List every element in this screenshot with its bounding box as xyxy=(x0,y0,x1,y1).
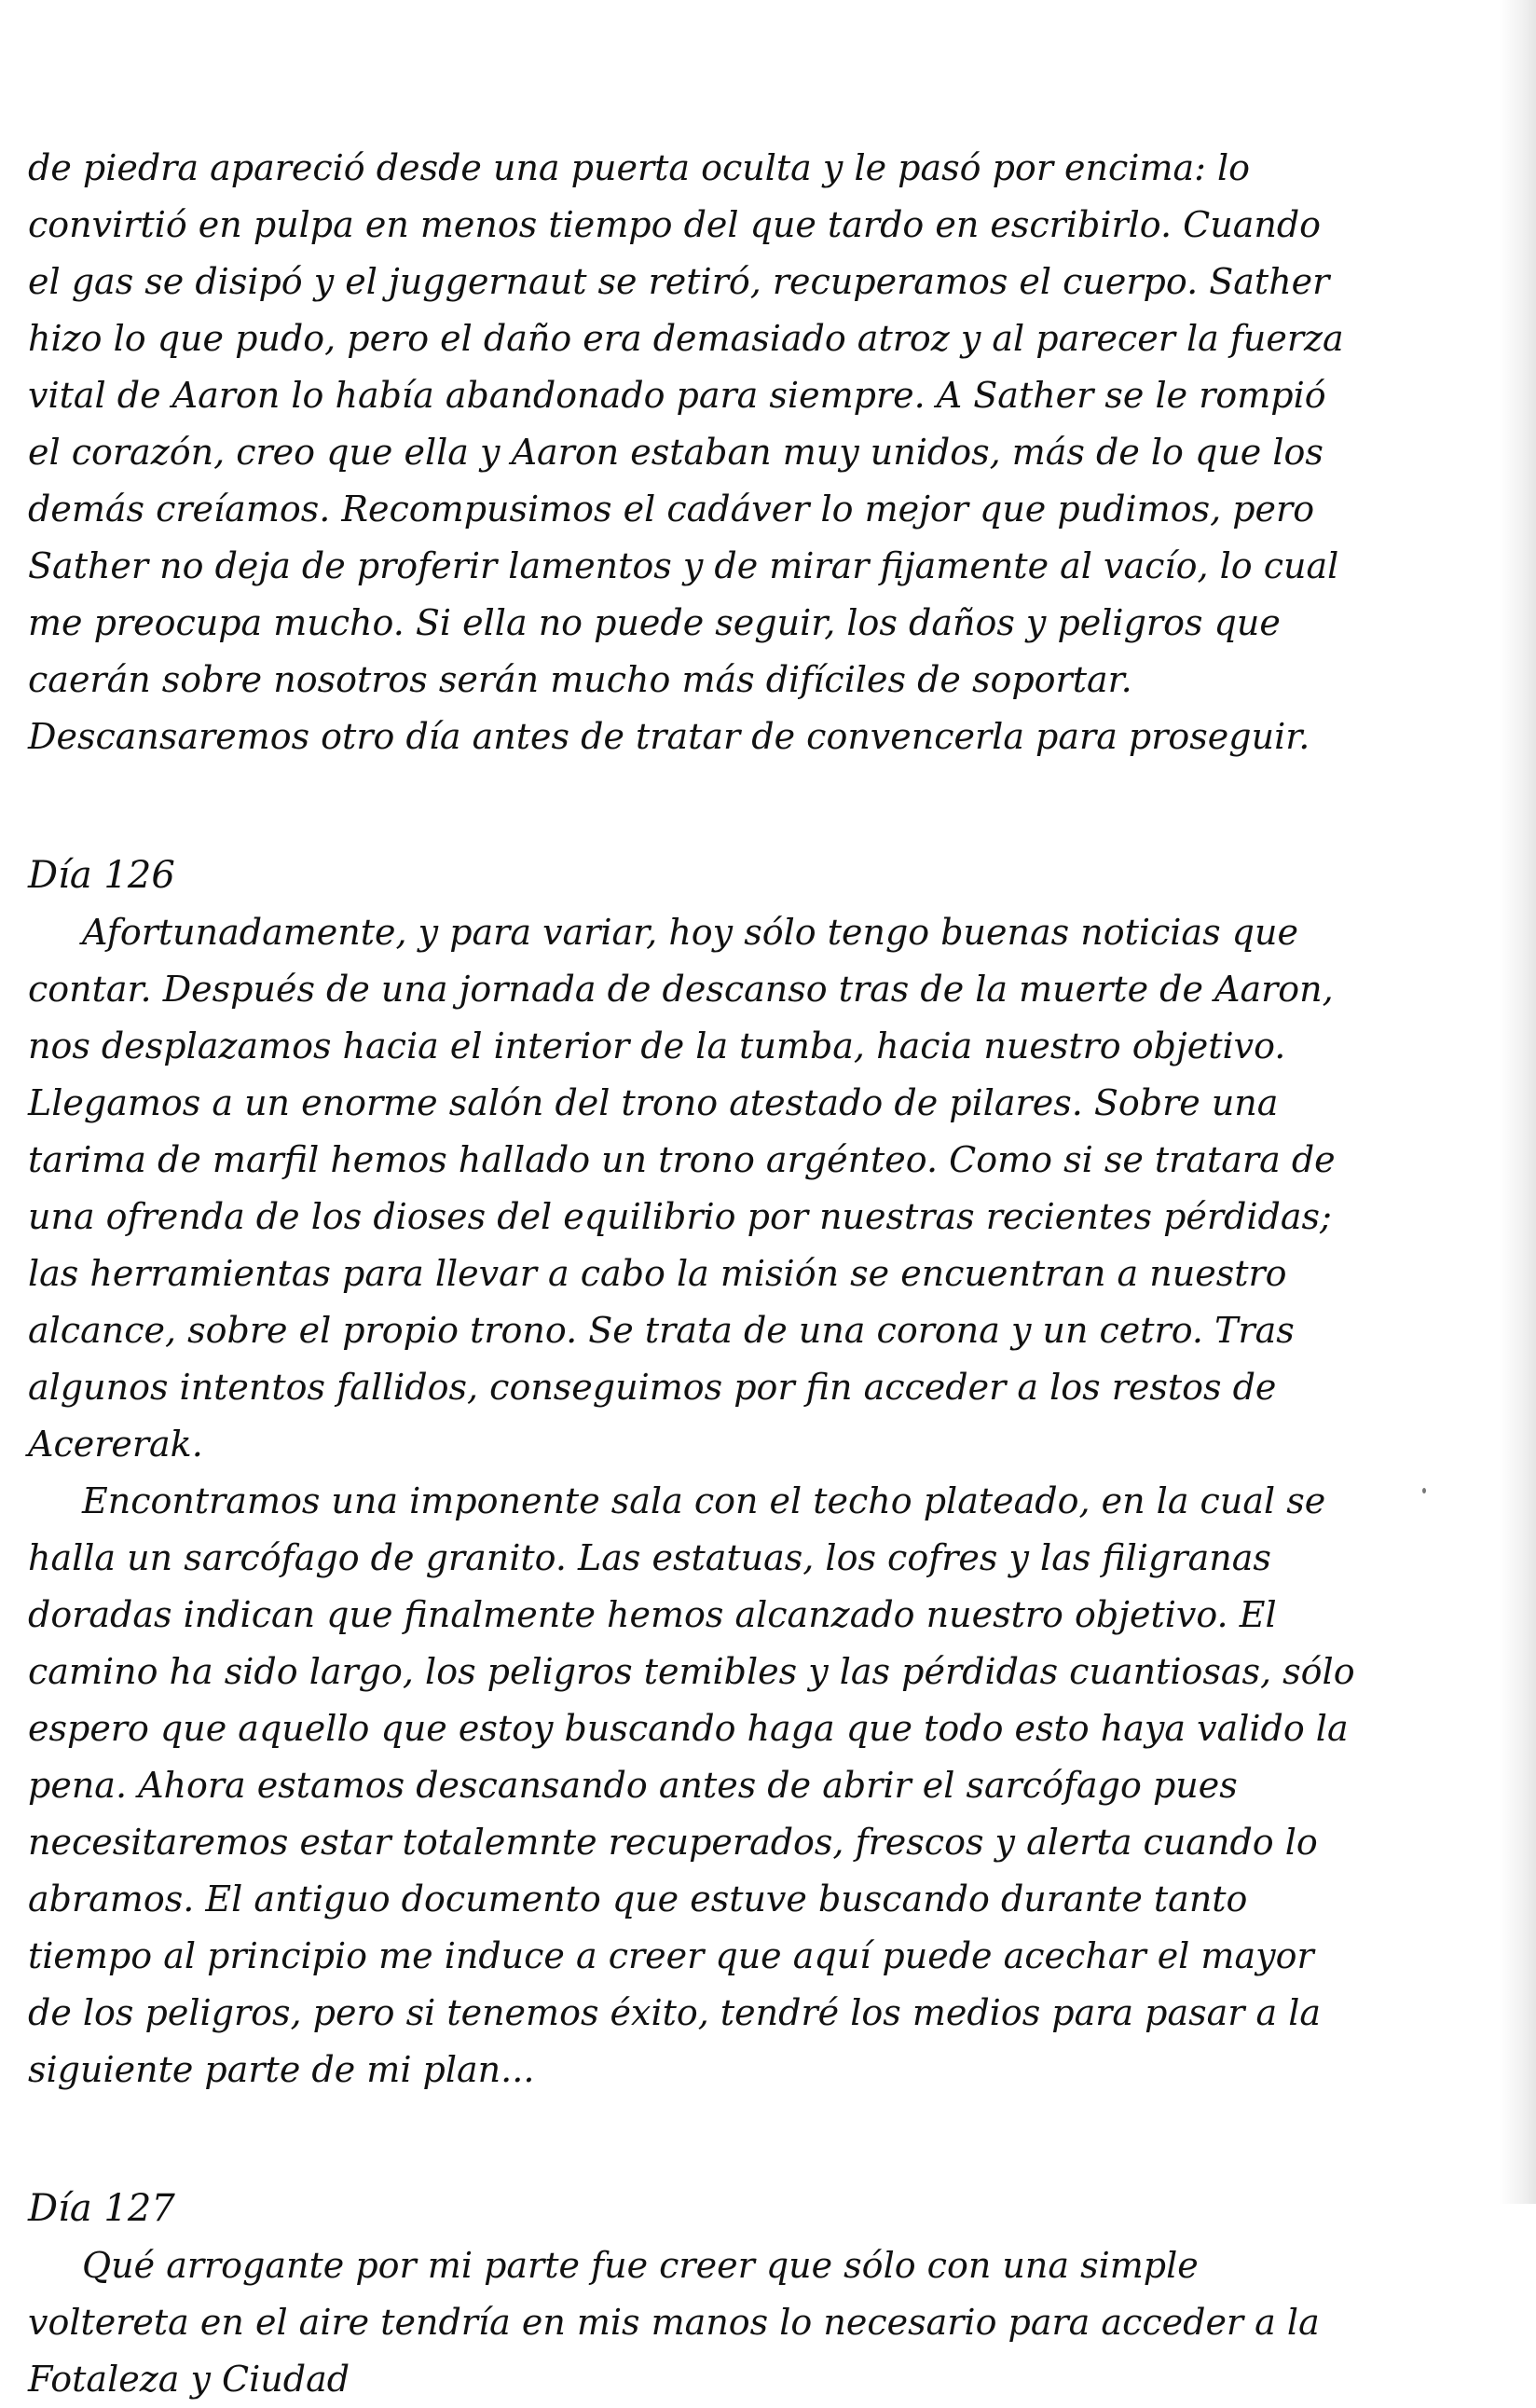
journal-paragraph: Encontramos una imponente sala con el techo plateado, en la cual se halla un sarcófago de granito. Las estatuas, los cofres y las filigranas doradas indican que finalmente hemos alcanzado nuestro objetivo. El camino ha sido largo, los peligros temibles y las pérdidas cuantiosas, sólo espero que aquello que estoy buscando haga que todo esto haya valido la pena. Ahora estamos descansando antes de abrir el sarcófago pues necesitaremos estar totalemnte recuperados, frescos y alerta cuando lo abramos. El antiguo documento que estuve buscando durante tanto tiempo al principio me induce a creer que aquí puede acechar el mayor de los peligros, pero si tenemos éxito, tendré los medios para pasar a la siguiente parte de mi plan... xyxy=(28,1480,1355,2090)
entry-gap xyxy=(28,765,1361,847)
journal-paragraph-continuation: de piedra apareció desde una puerta oculta y le pasó por encima: lo convirtió en pulpa en menos tiempo del que tardo en escribirlo. Cuando el gas se disipó y el juggernaut se retiró, recuperamos el cuerpo. Sather hizo lo que pudo, pero el daño era demasiado atroz y al parecer la fuerza vital de Aaron lo había abandonado para siempre. A Sather se le rompió el corazón, creo que ella y Aaron estaban muy unidos, más de lo que los demás creíamos. Recompusimos el cadáver lo mejor que pudimos, pero Sather no deja de proferir lamentos y de mirar fijamente al vacío, lo cual me preocupa mucho. Si ella no puede seguir, los daños y peligros que caerán sobre nosotros serán mucho más difíciles de soportar. Descansaremos otro día antes de tratar de convencerla para proseguir. xyxy=(28,147,1344,757)
page-edge-shadow xyxy=(1499,0,1536,2204)
journal-paragraph: Qué arrogante por mi parte fue creer que sólo con una simple voltereta en el aire tendría en mis manos lo necesario para acceder a la Fotaleza y Ciudad xyxy=(28,2245,1320,2400)
journal-paragraph: Afortunadamente, y para variar, hoy sólo tengo buenas noticias que contar. Después de una jornada de descanso tras de la muerte de Aaron, nos desplazamos hacia el interior de la tumba, hacia nuestro objetivo. Llegamos a un enorme salón del trono atestado de pilares. Sobre una tarima de marfil hemos hallado un trono argénteo. Como si se tratara de una ofrenda de los dioses del equilibrio por nuestras recientes pérdidas; las herramientas para llevar a cabo la misión se encuentran a nuestro alcance, sobre el propio trono. Se trata de una corona y un cetro. Tras algunos intentos fallidos, conseguimos por fin acceder a los restos de Acererak. xyxy=(28,912,1336,1465)
paper-speck xyxy=(1422,1488,1426,1493)
journal-entry-heading-day-127: Día 127 xyxy=(28,2187,175,2230)
journal-entry-heading-day-126: Día 126 xyxy=(28,854,175,897)
journal-text xyxy=(28,140,1361,2408)
entry-gap xyxy=(28,2098,1361,2181)
